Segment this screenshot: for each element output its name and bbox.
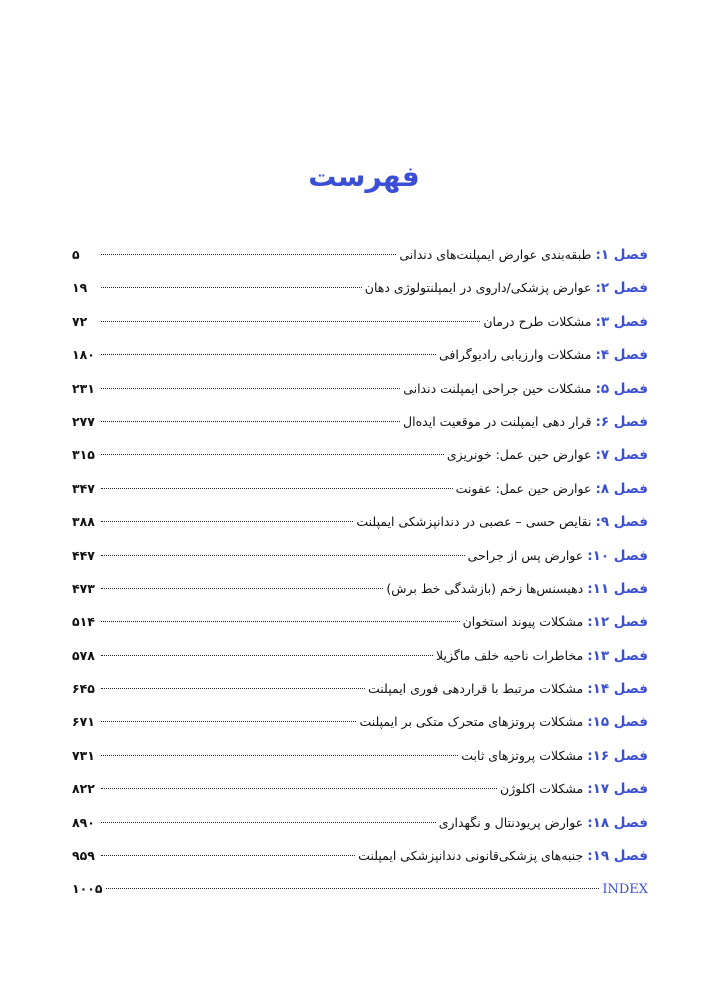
chapter-title: عوارض پزشکی/داروی در ایمپلنتولوژی دهان — [364, 280, 592, 296]
chapter-label: فصل ۱۳: — [587, 647, 648, 664]
toc-row[interactable] — [72, 438, 648, 471]
chapter-label: فصل ۱۹: — [587, 848, 648, 865]
toc-row[interactable] — [72, 705, 648, 738]
page-number: ۵۱۴ — [72, 614, 95, 630]
page-number: ۶۷۱ — [72, 714, 95, 730]
page-number: ۳۴۷ — [72, 480, 95, 496]
chapter-title: مشکلات پروتزهای متحرک متکی بر ایمپلنت — [359, 714, 584, 730]
toc-row[interactable] — [72, 839, 648, 872]
dot-leader — [101, 822, 436, 823]
chapter-title: نقایص حسی – عصبی در دندانپزشکی ایمپلنت — [356, 514, 592, 530]
chapter-title: عوارض حین عمل: عفونت — [455, 480, 592, 496]
page-number: ۲۳۱ — [72, 380, 95, 396]
chapter-label: فصل ۱۷: — [587, 781, 648, 798]
page-number: ۱۸۰ — [72, 347, 95, 363]
page-number: ۲۷۷ — [72, 413, 95, 429]
toc-row[interactable] — [72, 305, 648, 338]
toc-row[interactable] — [72, 338, 648, 371]
toc-row-index[interactable] — [72, 872, 648, 905]
dot-leader — [101, 688, 365, 689]
toc-row[interactable] — [72, 806, 648, 839]
page-number: ۱۰۰۵ — [72, 881, 103, 897]
toc-row[interactable] — [72, 405, 648, 438]
dot-leader — [101, 621, 460, 622]
dot-leader — [101, 421, 400, 422]
toc-row[interactable] — [72, 372, 648, 405]
chapter-title: مشکلات پیوند استخوان — [462, 614, 584, 630]
chapter-label: فصل ۵: — [595, 380, 648, 397]
page-number: ۹۵۹ — [72, 848, 95, 864]
chapter-label: فصل ۱۲: — [587, 614, 648, 631]
toc-row[interactable] — [72, 505, 648, 538]
chapter-label: فصل ۸: — [595, 480, 648, 497]
page-number: ۶۴۵ — [72, 681, 95, 697]
dot-leader — [106, 888, 600, 889]
toc-row[interactable] — [72, 539, 648, 572]
toc-row[interactable] — [72, 472, 648, 505]
page-number: ۴۷۳ — [72, 580, 95, 596]
chapter-title: مخاطرات ناحیه خلف ماگزیلا — [436, 647, 584, 663]
page-number: ۱۹ — [72, 280, 88, 296]
dot-leader — [101, 388, 400, 389]
page-title: فهرست — [308, 160, 420, 193]
page-number: ۷۳۱ — [72, 747, 95, 763]
dot-leader — [101, 454, 444, 455]
dot-leader — [101, 655, 433, 656]
toc-row[interactable] — [72, 739, 648, 772]
chapter-title: عوارض پریودنتال و نگهداری — [438, 814, 584, 830]
chapter-title: عوارض حین عمل: خونریزی — [446, 447, 592, 463]
chapter-title: عوارض پس از جراحی — [467, 547, 584, 563]
chapter-label: فصل ۶: — [595, 413, 648, 430]
dot-leader — [101, 588, 383, 589]
index-label: INDEX — [602, 882, 648, 898]
chapter-title: مشکلات اکلوژن — [500, 781, 584, 797]
toc-row[interactable] — [72, 772, 648, 805]
table-of-contents — [72, 238, 648, 906]
chapter-label: فصل ۱۰: — [587, 547, 648, 564]
dot-leader — [101, 521, 353, 522]
chapter-label: فصل ۱۶: — [587, 747, 648, 764]
toc-row[interactable] — [72, 605, 648, 638]
dot-leader — [101, 855, 355, 856]
chapter-title: جنبه‌های پزشکی‌قانونی دندانپزشکی ایمپلنت — [358, 848, 584, 864]
dot-leader — [101, 287, 362, 288]
chapter-label: فصل ۱۴: — [587, 681, 648, 698]
page-number: ۵۷۸ — [72, 647, 95, 663]
toc-row[interactable] — [72, 238, 648, 271]
dot-leader — [101, 555, 465, 556]
chapter-title: مشکلات حین جراحی ایمپلنت دندانی — [403, 380, 592, 396]
dot-leader — [101, 321, 480, 322]
dot-leader — [101, 755, 458, 756]
chapter-title: مشکلات مرتبط با قراردهی فوری ایمپلنت — [368, 681, 584, 697]
page-number: ۷۲ — [72, 313, 88, 329]
page-number: ۸۹۰ — [72, 814, 95, 830]
toc-row[interactable] — [72, 271, 648, 304]
chapter-title: قرار دهی ایمپلنت در موقعیت ایده‌ال — [403, 413, 592, 429]
chapter-title: مشکلات طرح درمان — [483, 313, 592, 329]
dot-leader — [101, 354, 436, 355]
chapter-label: فصل ۱۵: — [587, 714, 648, 731]
chapter-label: فصل ۲: — [595, 280, 648, 297]
chapter-label: فصل ۱۸: — [587, 814, 648, 831]
chapter-label: فصل ۷: — [595, 447, 648, 464]
chapter-label: فصل ۱۱: — [587, 580, 648, 597]
dot-leader — [101, 721, 356, 722]
chapter-title: مشکلات پروتزهای ثابت — [461, 747, 584, 763]
page-number: ۵ — [72, 247, 80, 262]
chapter-title: دهیسنس‌ها زخم (بازشدگی خط برش) — [386, 580, 584, 596]
dot-leader — [101, 488, 453, 489]
toc-row[interactable] — [72, 672, 648, 705]
page-number: ۸۲۲ — [72, 781, 95, 797]
chapter-label: فصل ۹: — [595, 514, 648, 531]
chapter-label: فصل ۳: — [595, 313, 648, 330]
toc-row[interactable] — [72, 572, 648, 605]
chapter-title: طبقه‌بندی عوارض ایمپلنت‌های دندانی — [399, 247, 592, 262]
chapter-label: فصل ۴: — [595, 347, 648, 364]
chapter-title: مشکلات وارزیابی رادیوگرافی — [439, 347, 592, 363]
dot-leader — [101, 788, 497, 789]
chapter-label: فصل ۱: — [595, 247, 648, 263]
toc-row[interactable] — [72, 639, 648, 672]
page-number: ۴۴۷ — [72, 547, 95, 563]
page-number: ۳۱۵ — [72, 447, 95, 463]
page-number: ۳۸۸ — [72, 514, 95, 530]
dot-leader — [101, 254, 396, 255]
